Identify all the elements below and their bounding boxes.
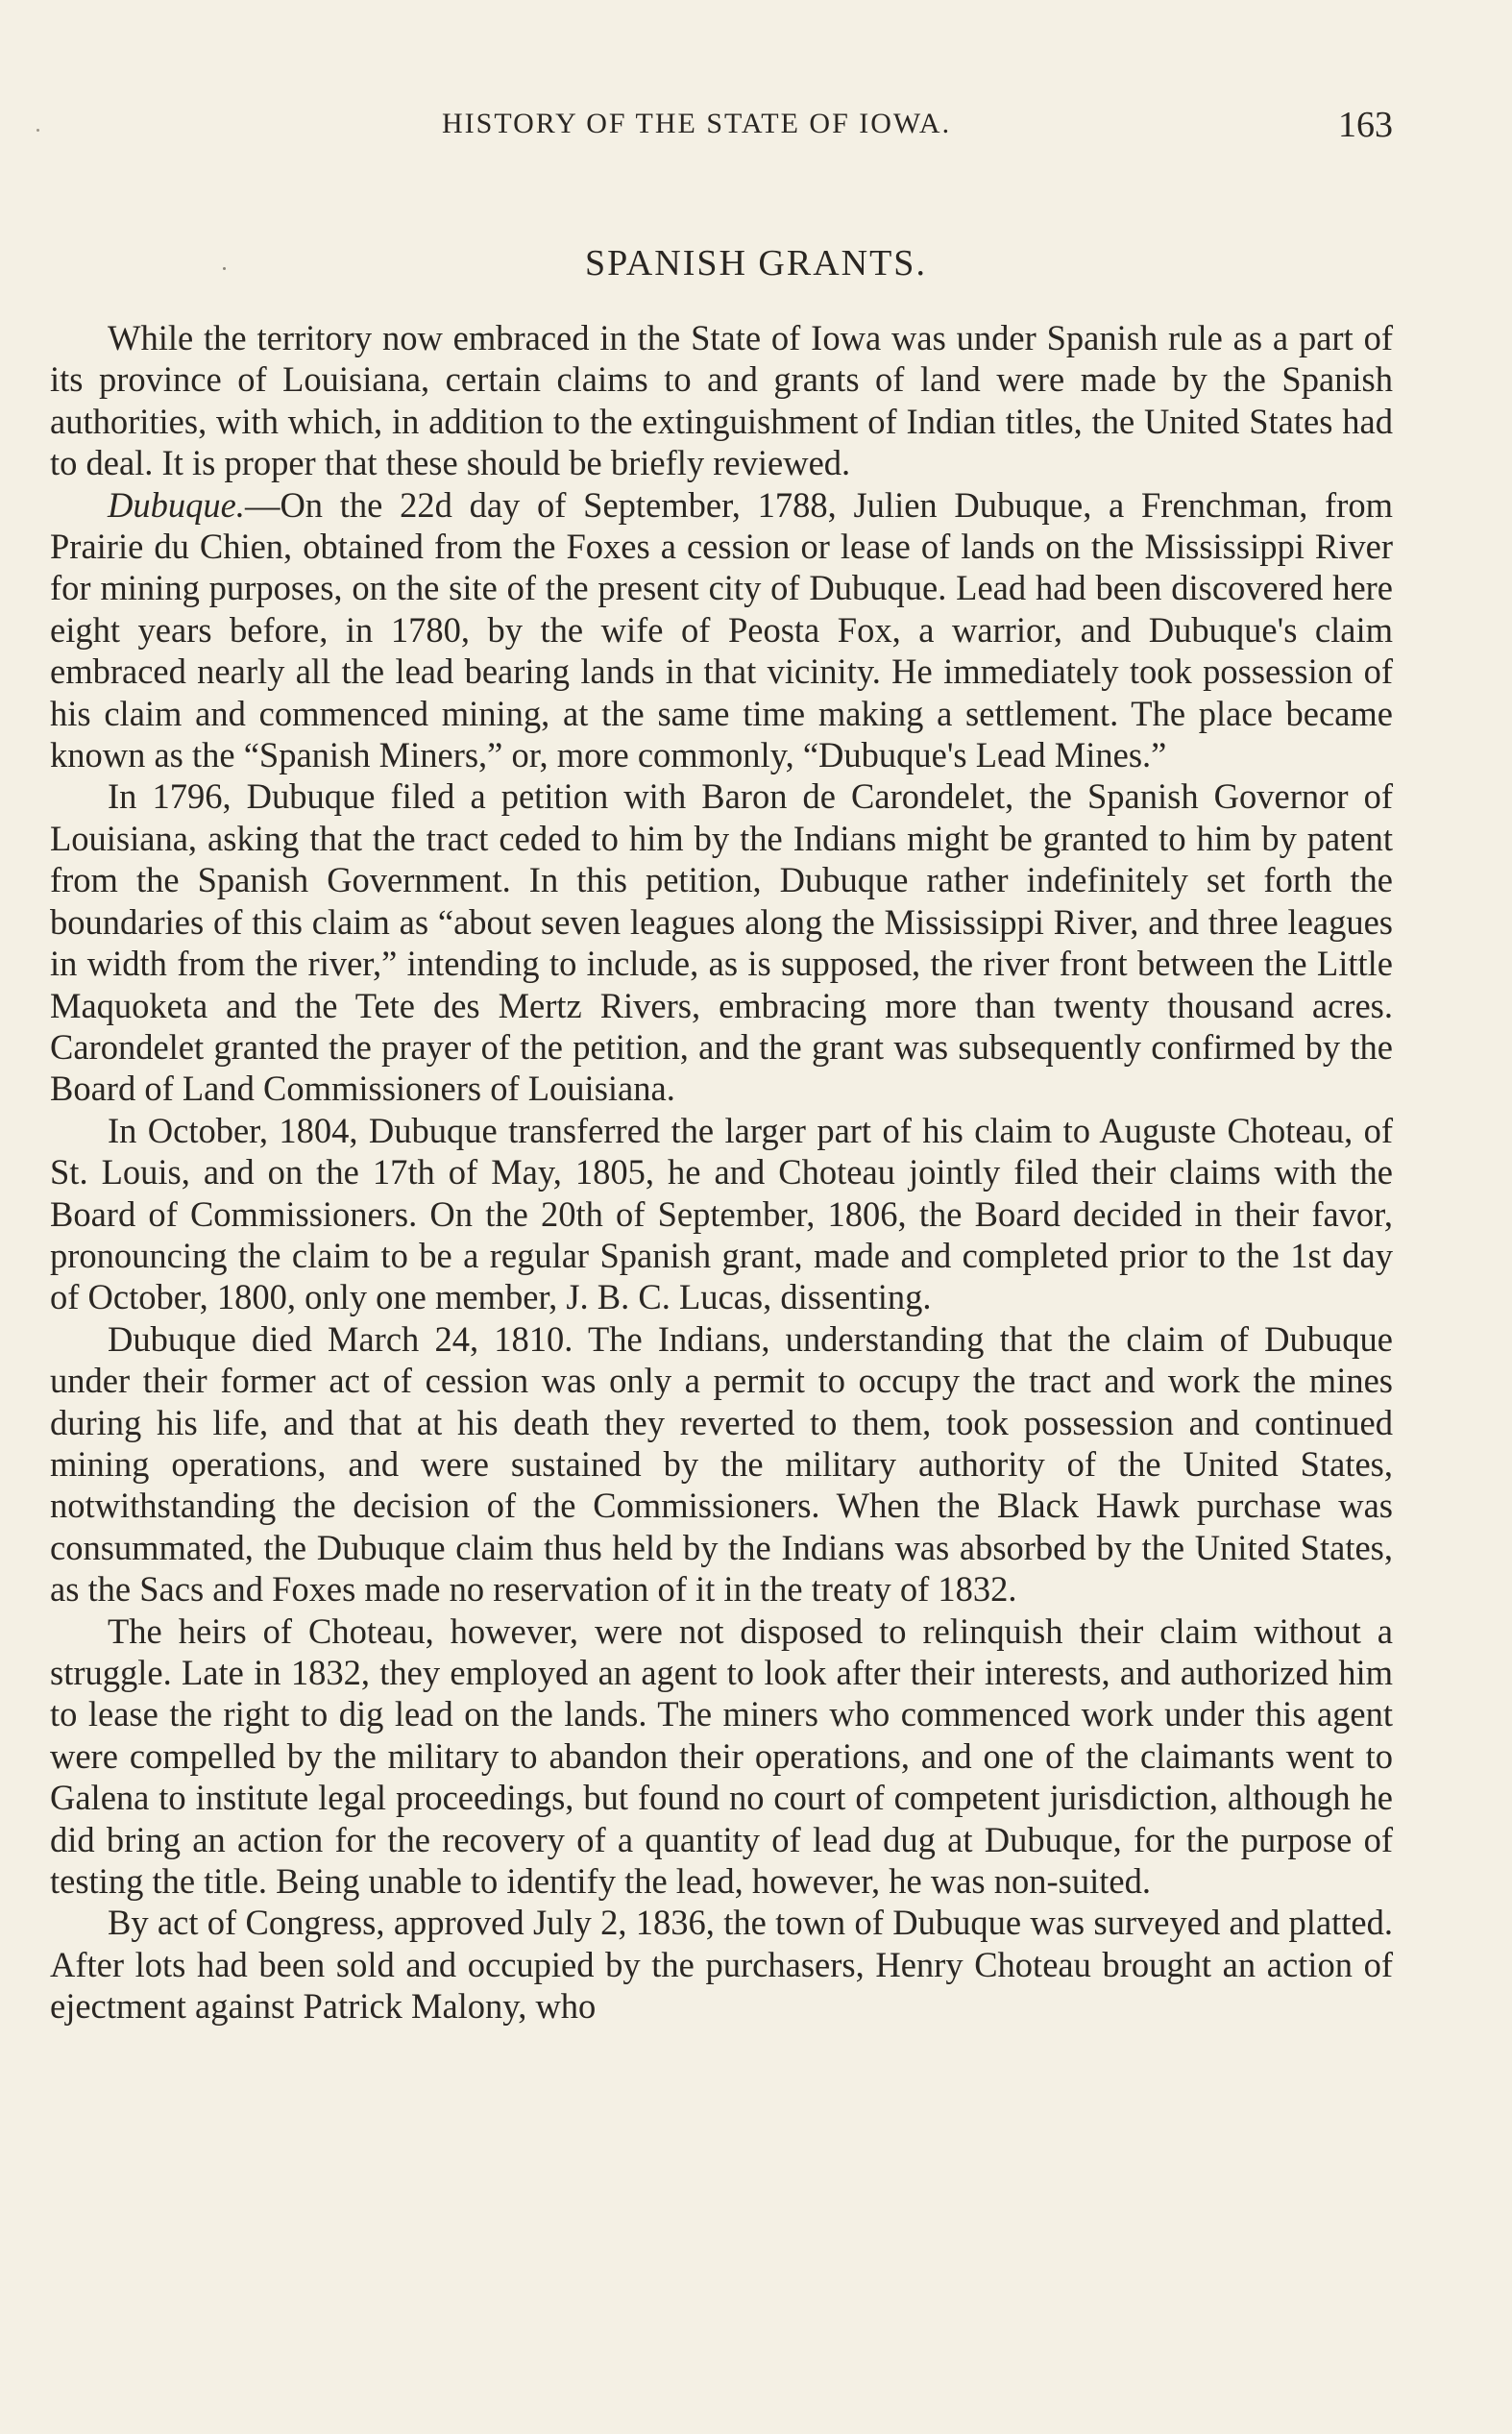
running-title: HISTORY OF THE STATE OF IOWA. — [442, 108, 952, 139]
paragraph-dubuque-text: —On the 22d day of September, 1788, Julien Dubuque, a Frenchman, from Prairie du Chien, obtained from the Foxes a cession or lease of lands on the Mississippi River for mining purposes, on the site of the present city of Dubuque. Lead had been discovered here eight years before, in 1780, by the wife of Peosta Fox, a warrior, and Dubuque's claim embraced nearly all the lead bearing lands in that vicinity. He immediately took possession of his claim and commenced mining, at the same time making a settlement. The place became known as the “Spanish Miners,” or, more commonly, “Dubuque's Lead Mines.” — [50, 484, 1393, 775]
paper-speck — [37, 129, 39, 132]
page-number: 163 — [1338, 105, 1393, 145]
section-title: SPANISH GRANTS. — [585, 243, 927, 283]
running-head — [96, 105, 1393, 156]
paragraph-intro: While the territory now embraced in the State of Iowa was under Spanish rule as a part of its province of Louisiana, certain claims to and grants of land were made by the Spanish authorities, with which, in addition to the extinguishment of Indian titles, the United States had to deal. It is proper that these should be briefly reviewed. — [50, 318, 1393, 483]
run-in-heading: Dubuque. — [108, 484, 245, 525]
paragraph-congress: By act of Congress, approved July 2, 1836, the town of Dubuque was surveyed and platted. After lots had been sold and occupied by the purchasers, Henry Choteau brought an action of ejectment against Patrick Malony, who — [50, 1903, 1393, 2027]
paragraph-transfer: In October, 1804, Dubuque transferred the larger part of his claim to Auguste Choteau, of St. Louis, and on the 17th of May, 1805, he and Choteau jointly filed their claims with the Board of Commissioners. On the 20th of September, 1806, the Board decided in their favor, pronouncing the claim to be a regular Spanish grant, made and completed prior to the 1st day of October, 1800, only one member, J. B. C. Lucas, dissenting. — [50, 1110, 1393, 1317]
paragraph-dubuque — [50, 484, 1393, 776]
paragraph-heirs: The heirs of Choteau, however, were not disposed to relinquish their claim without a struggle. Late in 1832, they employed an agent to look after their interests, and authorized him to lease the right to dig lead on the lands. The miners who commenced work under this agent were compelled by the military to abandon their operations, and one of the claimants went to Galena to institute legal proceedings, but found no court of competent jurisdiction, although he did bring an action for the recovery of a quantity of lead dug at Dubuque, for the purpose of testing the title. Being unable to identify the lead, however, he was non-suited. — [50, 1610, 1393, 1902]
body-text — [50, 317, 1393, 2028]
paragraph-death: Dubuque died March 24, 1810. The Indians, understanding that the claim of Dubuque under their former act of cession was only a permit to occupy the tract and work the mines during his life, and that at his death they reverted to them, took possession and continued mining operations, and were sustained by the military authority of the United States, notwithstanding the decision of the Commissioners. When the Black Hawk purchase was consummated, the Dubuque claim thus held by the Indians was absorbed by the United States, as the Sacs and Foxes made no reservation of it in the treaty of 1832. — [50, 1318, 1393, 1610]
paragraph-petition: In 1796, Dubuque filed a petition with Baron de Carondelet, the Spanish Governor of Louisiana, asking that the tract ceded to him by the Indians might be granted to him by patent from the Spanish Government. In this petition, Dubuque rather indefinitely set forth the boundaries of this claim as “about seven leagues along the Mississippi River, and three leagues in width from the river,” intending to include, as is supposed, the river front between the Little Maquoketa and the Tete des Mertz Rivers, embracing more than twenty thousand acres. Carondelet granted the prayer of the petition, and the grant was subsequently confirmed by the Board of Land Commissioners of Louisiana. — [50, 776, 1393, 1109]
